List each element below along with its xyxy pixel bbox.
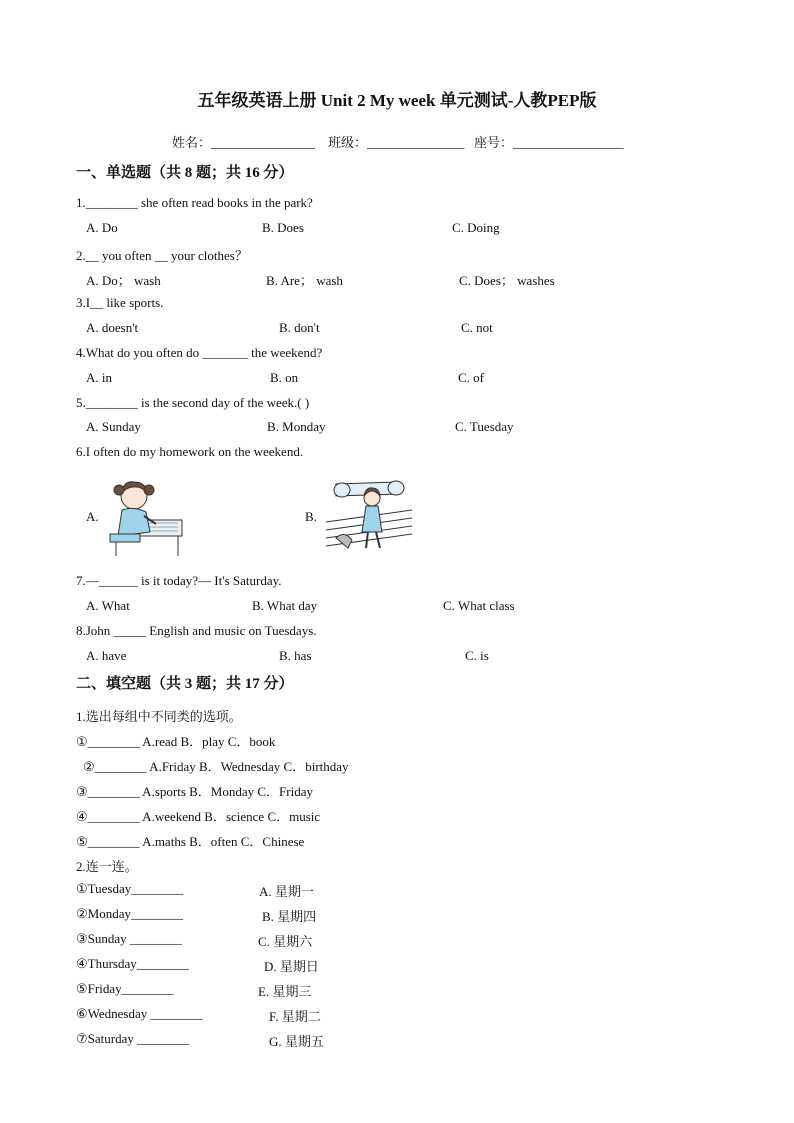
match-left-item: ④Thursday________ — [76, 956, 189, 971]
question-option: B. has — [279, 648, 312, 663]
question-option: A. doesn't — [86, 320, 139, 335]
question-option: B. — [305, 509, 317, 524]
seat-field: 座号：_________________ — [474, 135, 624, 150]
question-option: B. Are； wash — [266, 273, 343, 288]
question-option: A. Do — [86, 220, 118, 235]
question-option: C. Tuesday — [455, 419, 514, 434]
question-option: A. Do； wash — [86, 273, 161, 288]
match-right-item: D. 星期日 — [264, 959, 319, 974]
section1-heading: 一、单选题（共 8 题；共 16 分） — [76, 165, 294, 181]
question-stem: 4.What do you often do _______ the weekend? — [76, 345, 323, 360]
fill-question-stem: 1.选出每组中不同类的选项。 — [76, 709, 242, 724]
match-left-item: ③Sunday ________ — [76, 931, 182, 946]
question-option: A. in — [86, 370, 112, 385]
fill-item: ①________ A.read B．play C．book — [76, 734, 276, 749]
page-title: 五年级英语上册 Unit 2 My week 单元测试-人教PEP版 — [197, 91, 597, 110]
fill-item: ②________ A.Friday B．Wednesday C．birthday — [83, 759, 349, 774]
match-right-item: C. 星期六 — [258, 934, 313, 949]
question-option: A. have — [86, 648, 127, 663]
question-option: C. What class — [443, 598, 515, 613]
question-stem: 6.I often do my homework on the weekend. — [76, 444, 304, 459]
match-left-item: ⑤Friday________ — [76, 981, 174, 996]
question-option: C. of — [458, 370, 484, 385]
question-option: C. not — [461, 320, 493, 335]
question-option: A. — [86, 509, 99, 524]
fill-item: ⑤________ A.maths B．often C．Chinese — [76, 834, 305, 849]
match-left-item: ⑥Wednesday ________ — [76, 1006, 203, 1021]
question-option: B. Monday — [267, 419, 326, 434]
match-right-item: E. 星期三 — [258, 984, 312, 999]
match-left-item: ①Tuesday________ — [76, 881, 184, 896]
question-option: B. Does — [262, 220, 304, 235]
question-stem: 1.________ she often read books in the park? — [76, 195, 313, 210]
question-stem: 5.________ is the second day of the week.( ) — [76, 395, 310, 410]
name-field: 姓名：________________ — [172, 135, 316, 150]
question-stem: 8.John _____ English and music on Tuesdays. — [76, 623, 317, 638]
question-stem: 2.__ you often __ your clothes？ — [76, 248, 248, 263]
question-option: A. Sunday — [86, 419, 141, 434]
fill-item: ④________ A.weekend B．science C．music — [76, 809, 321, 824]
fill-item: ③________ A.sports B．Monday C．Friday — [76, 784, 313, 799]
question-option: C. Does； washes — [459, 273, 555, 288]
match-right-item: B. 星期四 — [262, 909, 317, 924]
match-left-item: ⑦Saturday ________ — [76, 1031, 190, 1046]
question-option: B. don't — [279, 320, 320, 335]
question-option: C. is — [465, 648, 489, 663]
match-right-item: G. 星期五 — [269, 1034, 324, 1049]
match-right-item: F. 星期二 — [269, 1009, 321, 1024]
girl-sofa-picture — [322, 478, 414, 556]
section2-heading: 二、填空题（共 3 题；共 17 分） — [76, 676, 294, 692]
question-option: B. What day — [252, 598, 318, 613]
question-stem: 3.I__ like sports. — [76, 295, 164, 310]
girl-writing-picture — [104, 476, 184, 558]
match-question-stem: 2.连一连。 — [76, 859, 138, 874]
match-right-item: A. 星期一 — [259, 884, 314, 899]
class-field: 班级：_______________ — [328, 135, 465, 150]
question-option: B. on — [270, 370, 299, 385]
question-option: C. Doing — [452, 220, 500, 235]
match-left-item: ②Monday________ — [76, 906, 183, 921]
question-option: A. What — [86, 598, 130, 613]
question-stem: 7.—______ is it today?— It's Saturday. — [76, 573, 282, 588]
